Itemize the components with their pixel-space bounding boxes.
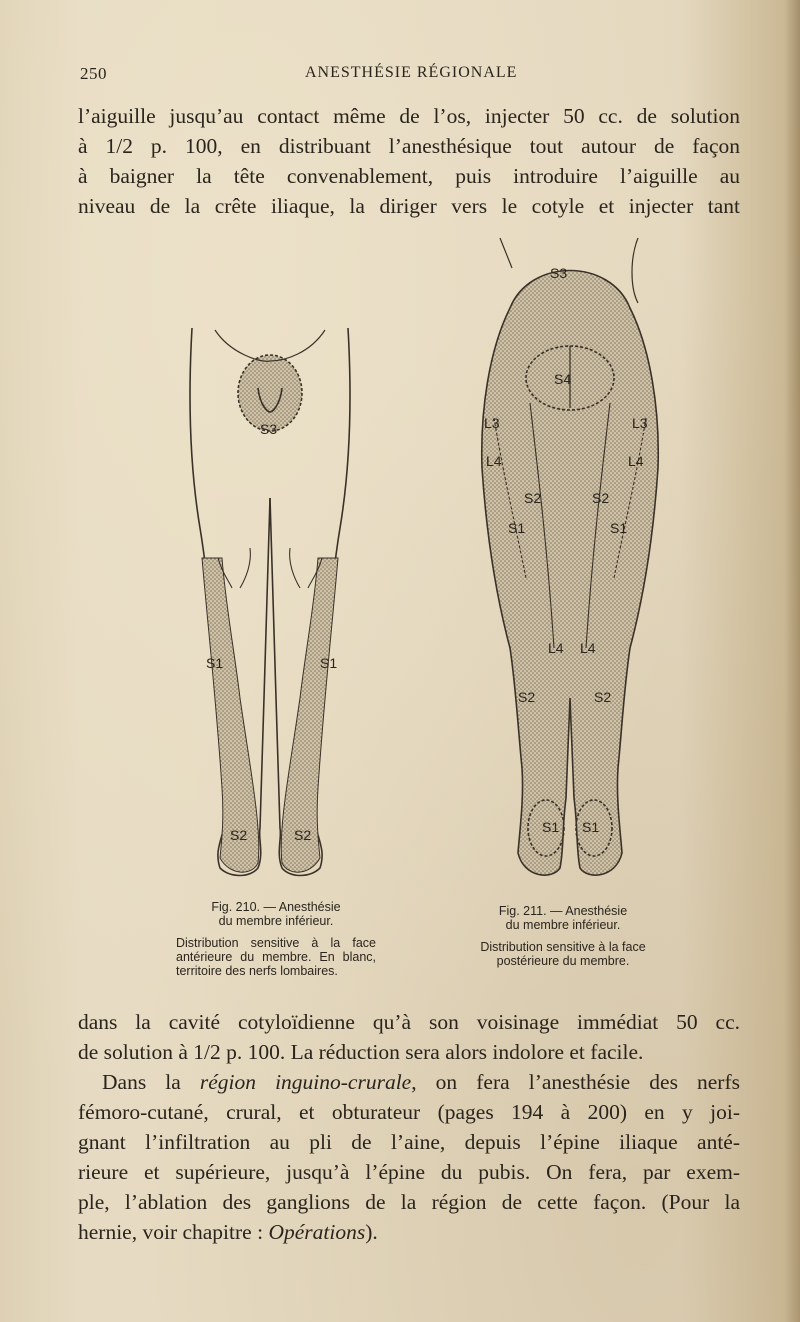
text-segment: hernie, voir chapitre : [78,1220,269,1244]
fig210-caption-body: Distribution sensitive à la face antérieure du membre. En blanc, territoire des nerfs lombaires. [176,936,376,978]
fig211-label-s2-thigh-right: S2 [592,490,610,506]
fig211-label-s1-foot-left: S1 [542,819,560,835]
text-line: l’aiguille jusqu’au contact même de l’os, injecter 50 cc. de solution [78,104,740,128]
fig210-caption-title-1: Fig. 210. — Anesthésie [211,900,341,914]
text-line: de solution à 1/2 p. 100. La réduction sera alors indolore et facile. [78,1040,644,1064]
text-segment: Dans la [102,1070,200,1094]
fig211-label-l4-right: L4 [628,453,644,469]
emphasis-text: Opérations [268,1220,366,1244]
fig211-label-s4: S4 [554,371,572,387]
running-title: ANESTHÉSIE RÉGIONALE [305,64,518,81]
fig210-caption-title-2: du membre inférieur. [218,914,334,928]
text-line: niveau de la crête iliaque, la diriger vers le cotyle et injecter tant [78,194,740,218]
top-paragraph [78,101,740,221]
text-line [78,1067,740,1097]
fig211-label-s1-foot-right: S1 [582,819,600,835]
fig210-label-s1-right: S1 [320,655,338,671]
text-line: à 1/2 p. 100, en distribuant l’anesthésique tout autour de façon [78,134,740,158]
page-header [80,64,740,88]
fig211-label-l3-right: L3 [632,415,648,431]
fig211-label-s1-thigh-left: S1 [508,520,526,536]
page-number: 250 [80,64,107,83]
fig210-label-s2-right: S2 [294,827,312,843]
text-segment: , on fera l’anesthésie des nerfs [411,1070,740,1094]
fig211-label-l4-calf-right: L4 [580,640,596,656]
fig211-label-s3: S3 [550,265,568,281]
bottom-paragraph [78,1007,740,1247]
fig210-shaded-left [202,558,259,872]
fig210-drawing [190,328,350,876]
fig211-caption [470,904,656,968]
fig210-label-s1-left: S1 [206,655,224,671]
text-line: ple, l’ablation des ganglions de la région de cette façon. (Pour la [78,1190,740,1214]
fig211-caption-title-1: Fig. 211. — Anesthésie [498,904,628,918]
fig211-label-l4-calf-left: L4 [548,640,564,656]
fig210-shaded-right [281,558,338,872]
fig211-label-l4-left: L4 [486,453,502,469]
text-line: fémoro-cutané, crural, et obturateur (pages 194 à 200) en y joi- [78,1100,740,1124]
fig210-caption [176,900,376,978]
emphasis-text: région inguino-crurale [199,1070,412,1094]
fig211-label-s2-calf-right: S2 [594,689,612,705]
text-line [78,1217,740,1247]
fig211-drawing [482,238,659,875]
fig210-sacral-oval [238,355,302,431]
text-line: à baigner la tête convenablement, puis introduire l’aiguille au [78,164,740,188]
text-segment: ). [365,1220,378,1244]
text-line: rieure et supérieure, jusqu’à l’épine du pubis. On fera, par exem- [78,1160,740,1184]
fig210-label-s3: S3 [260,421,278,437]
fig211-label-l3-left: L3 [484,415,500,431]
fig211-label-s1-thigh-right: S1 [610,520,628,536]
fig210-label-s2-left: S2 [230,827,248,843]
fig211-label-s2-thigh-left: S2 [524,490,542,506]
text-line: dans la cavité cotyloïdienne qu’à son voisinage immédiat 50 cc. [78,1010,740,1034]
figures-illustration [160,228,680,898]
fig211-caption-title-2: du membre inférieur. [505,918,621,932]
fig211-caption-body: Distribution sensitive à la face postérieure du membre. [480,940,646,968]
text-line: gnant l’infiltration au pli de l’aine, depuis l’épine iliaque anté- [78,1130,740,1154]
fig211-label-s2-calf-left: S2 [518,689,536,705]
